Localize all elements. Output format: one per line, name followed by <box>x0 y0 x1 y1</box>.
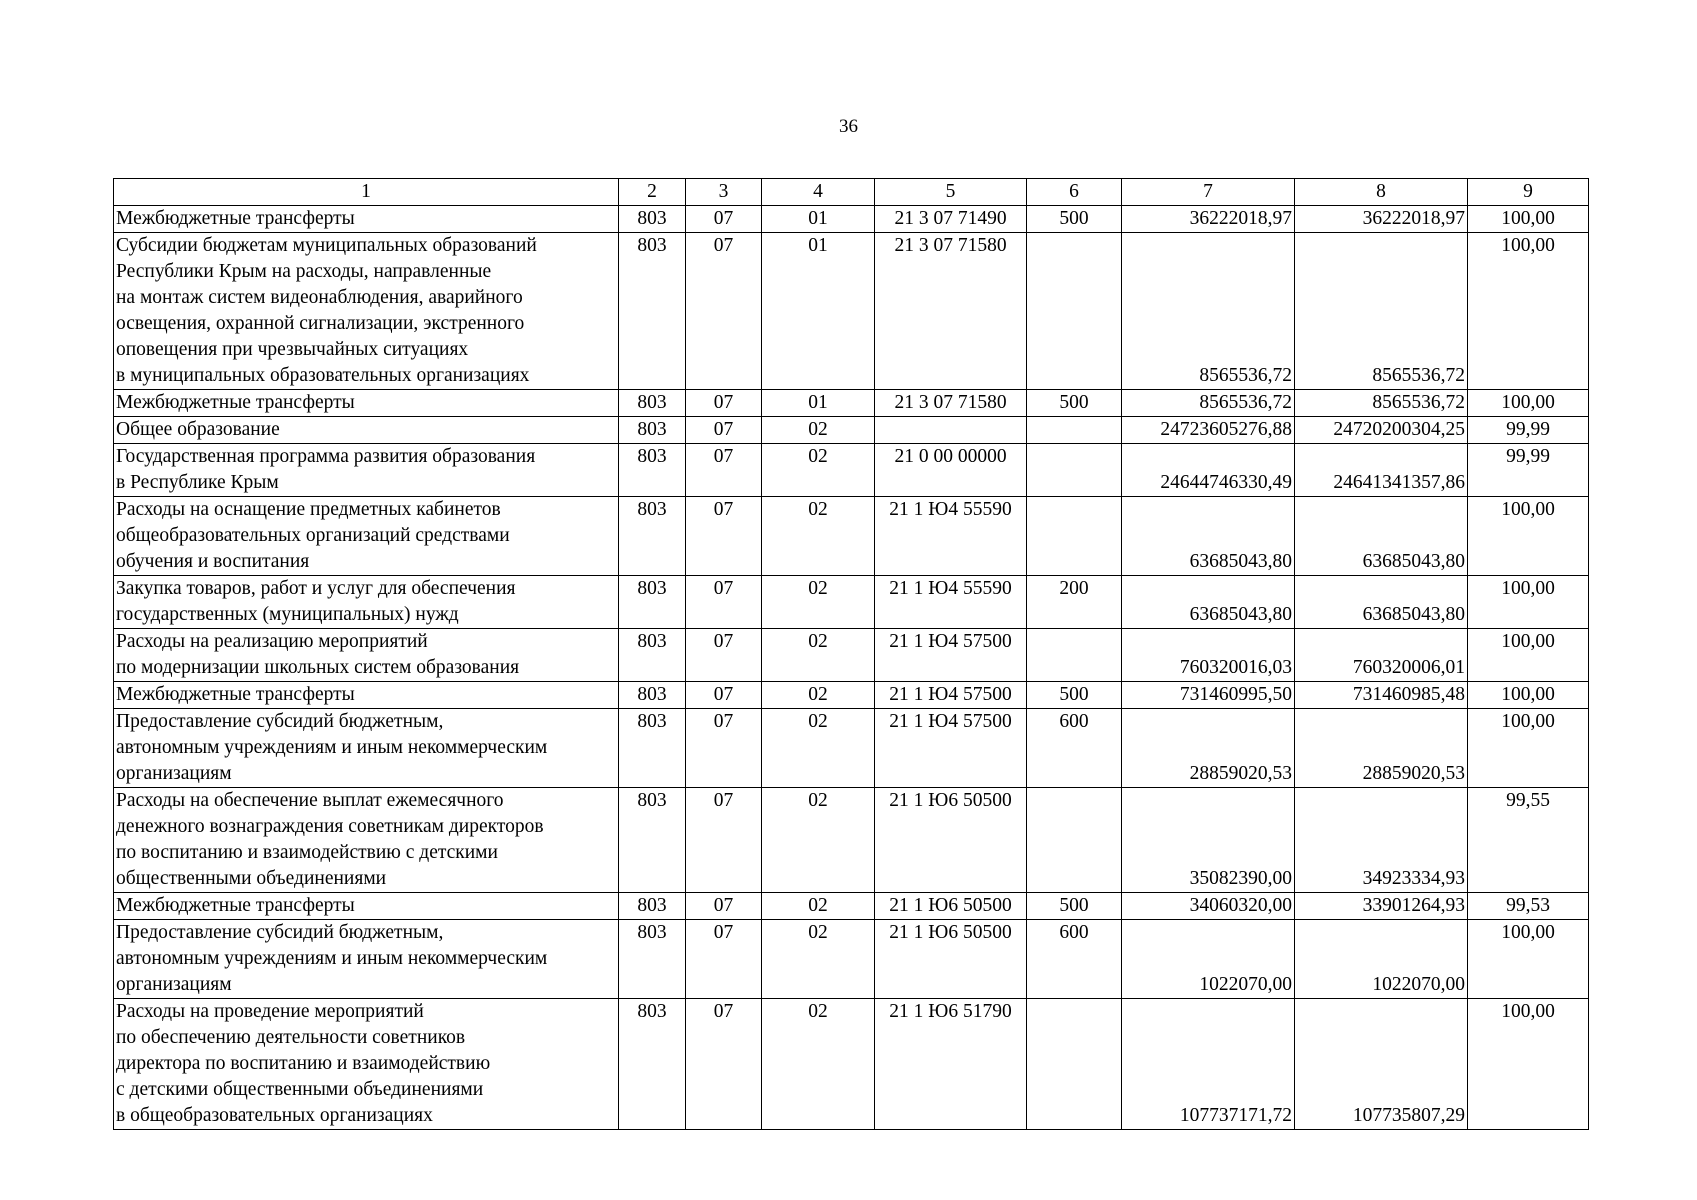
expense-type-cell <box>1027 444 1122 497</box>
ministry-code-cell: 803 <box>619 206 686 233</box>
executed-amount-cell: 8565536,72 <box>1295 233 1468 390</box>
ministry-code-cell: 803 <box>619 682 686 709</box>
description-cell <box>114 999 619 1130</box>
ministry-code-cell: 803 <box>619 999 686 1130</box>
execution-percent-cell: 100,00 <box>1468 206 1589 233</box>
execution-percent-cell: 99,99 <box>1468 417 1589 444</box>
description-line: организациям <box>116 974 232 995</box>
section-cell: 07 <box>686 576 762 629</box>
executed-amount-cell: 760320006,01 <box>1295 629 1468 682</box>
table-row <box>114 206 1589 233</box>
description-cell <box>114 788 619 893</box>
subsection-cell: 02 <box>762 629 875 682</box>
header-cell: 9 <box>1468 179 1589 206</box>
expense-type-cell: 200 <box>1027 576 1122 629</box>
executed-amount-cell: 24720200304,25 <box>1295 417 1468 444</box>
target-article-cell: 21 0 00 00000 <box>875 444 1027 497</box>
target-article-cell: 21 1 Ю4 55590 <box>875 576 1027 629</box>
expense-type-cell <box>1027 788 1122 893</box>
planned-amount-cell: 760320016,03 <box>1122 629 1295 682</box>
page-number: 36 <box>839 116 858 137</box>
execution-percent-cell: 99,99 <box>1468 444 1589 497</box>
table-row <box>114 629 1589 682</box>
target-article-cell: 21 3 07 71580 <box>875 390 1027 417</box>
ministry-code-cell: 803 <box>619 497 686 576</box>
expense-type-cell: 500 <box>1027 682 1122 709</box>
subsection-cell: 02 <box>762 417 875 444</box>
executed-amount-cell: 8565536,72 <box>1295 390 1468 417</box>
description-line: Межбюджетные трансферты <box>116 684 355 705</box>
planned-amount-cell: 107737171,72 <box>1122 999 1295 1130</box>
planned-amount-cell: 8565536,72 <box>1122 390 1295 417</box>
section-cell: 07 <box>686 390 762 417</box>
description-line: Республики Крым на расходы, направленные <box>116 261 492 282</box>
target-article-cell: 21 1 Ю6 50500 <box>875 893 1027 920</box>
subsection-cell: 02 <box>762 576 875 629</box>
description-line: автономным учреждениям и иным некоммерческим <box>116 948 548 969</box>
target-article-cell <box>875 417 1027 444</box>
description-cell <box>114 576 619 629</box>
expense-type-cell <box>1027 999 1122 1130</box>
expense-type-cell: 500 <box>1027 206 1122 233</box>
ministry-code-cell: 803 <box>619 629 686 682</box>
target-article-cell: 21 1 Ю6 50500 <box>875 920 1027 999</box>
planned-amount-cell: 63685043,80 <box>1122 576 1295 629</box>
description-line: Межбюджетные трансферты <box>116 392 355 413</box>
ministry-code-cell: 803 <box>619 444 686 497</box>
header-cell: 6 <box>1027 179 1122 206</box>
description-line: Расходы на оснащение предметных кабинетов <box>116 499 501 520</box>
description-cell <box>114 709 619 788</box>
description-line: Межбюджетные трансферты <box>116 895 355 916</box>
execution-percent-cell: 100,00 <box>1468 576 1589 629</box>
section-cell: 07 <box>686 788 762 893</box>
table-header-row <box>114 179 1589 206</box>
subsection-cell: 02 <box>762 682 875 709</box>
description-line: Предоставление субсидий бюджетным, <box>116 922 444 943</box>
table-row <box>114 390 1589 417</box>
planned-amount-cell: 24644746330,49 <box>1122 444 1295 497</box>
execution-percent-cell: 100,00 <box>1468 390 1589 417</box>
description-cell <box>114 390 619 417</box>
ministry-code-cell: 803 <box>619 920 686 999</box>
ministry-code-cell: 803 <box>619 788 686 893</box>
planned-amount-cell: 731460995,50 <box>1122 682 1295 709</box>
execution-percent-cell: 100,00 <box>1468 233 1589 390</box>
section-cell: 07 <box>686 497 762 576</box>
subsection-cell: 02 <box>762 788 875 893</box>
planned-amount-cell: 35082390,00 <box>1122 788 1295 893</box>
target-article-cell: 21 1 Ю4 57500 <box>875 629 1027 682</box>
planned-amount-cell: 63685043,80 <box>1122 497 1295 576</box>
description-line: организациям <box>116 763 232 784</box>
subsection-cell: 01 <box>762 233 875 390</box>
budget-table <box>113 178 1589 1130</box>
subsection-cell: 02 <box>762 709 875 788</box>
description-cell <box>114 417 619 444</box>
section-cell: 07 <box>686 682 762 709</box>
target-article-cell: 21 1 Ю4 55590 <box>875 497 1027 576</box>
executed-amount-cell: 28859020,53 <box>1295 709 1468 788</box>
description-line: по модернизации школьных систем образования <box>116 657 520 678</box>
subsection-cell: 01 <box>762 390 875 417</box>
header-cell: 7 <box>1122 179 1295 206</box>
description-line: директора по воспитанию и взаимодействию <box>116 1053 491 1074</box>
execution-percent-cell: 100,00 <box>1468 497 1589 576</box>
table-row <box>114 444 1589 497</box>
subsection-cell: 02 <box>762 999 875 1130</box>
planned-amount-cell: 24723605276,88 <box>1122 417 1295 444</box>
execution-percent-cell: 100,00 <box>1468 999 1589 1130</box>
executed-amount-cell: 33901264,93 <box>1295 893 1468 920</box>
description-line: оповещения при чрезвычайных ситуациях <box>116 339 469 360</box>
description-cell <box>114 920 619 999</box>
description-line: Общее образование <box>116 419 280 440</box>
expense-type-cell <box>1027 233 1122 390</box>
description-line: Расходы на реализацию мероприятий <box>116 631 428 652</box>
table-row <box>114 233 1589 390</box>
section-cell: 07 <box>686 999 762 1130</box>
table-row <box>114 788 1589 893</box>
description-cell <box>114 206 619 233</box>
ministry-code-cell: 803 <box>619 576 686 629</box>
target-article-cell: 21 1 Ю6 50500 <box>875 788 1027 893</box>
execution-percent-cell: 100,00 <box>1468 709 1589 788</box>
executed-amount-cell: 63685043,80 <box>1295 576 1468 629</box>
executed-amount-cell: 731460985,48 <box>1295 682 1468 709</box>
subsection-cell: 02 <box>762 893 875 920</box>
table-row <box>114 893 1589 920</box>
description-line: автономным учреждениям и иным некоммерческим <box>116 737 548 758</box>
description-line: по обеспечению деятельности советников <box>116 1027 466 1048</box>
table-row <box>114 417 1589 444</box>
section-cell: 07 <box>686 233 762 390</box>
section-cell: 07 <box>686 893 762 920</box>
ministry-code-cell: 803 <box>619 233 686 390</box>
description-cell <box>114 629 619 682</box>
description-line: по воспитанию и взаимодействию с детскими <box>116 842 498 863</box>
description-line: денежного вознаграждения советникам директоров <box>116 816 544 837</box>
execution-percent-cell: 99,55 <box>1468 788 1589 893</box>
section-cell: 07 <box>686 629 762 682</box>
execution-percent-cell: 100,00 <box>1468 682 1589 709</box>
expense-type-cell <box>1027 497 1122 576</box>
table-row <box>114 709 1589 788</box>
description-cell <box>114 444 619 497</box>
section-cell: 07 <box>686 417 762 444</box>
description-line: в муниципальных образовательных организациях <box>116 365 530 386</box>
executed-amount-cell: 36222018,97 <box>1295 206 1468 233</box>
header-cell: 8 <box>1295 179 1468 206</box>
table-row <box>114 682 1589 709</box>
description-line: Государственная программа развития образования <box>116 446 536 467</box>
subsection-cell: 01 <box>762 206 875 233</box>
table-row <box>114 999 1589 1130</box>
header-cell: 1 <box>114 179 619 206</box>
target-article-cell: 21 3 07 71490 <box>875 206 1027 233</box>
description-line: на монтаж систем видеонаблюдения, аварийного <box>116 287 523 308</box>
description-line: Предоставление субсидий бюджетным, <box>116 711 444 732</box>
header-cell: 2 <box>619 179 686 206</box>
execution-percent-cell: 99,53 <box>1468 893 1589 920</box>
description-line: Закупка товаров, работ и услуг для обеспечения <box>116 578 516 599</box>
planned-amount-cell: 34060320,00 <box>1122 893 1295 920</box>
ministry-code-cell: 803 <box>619 390 686 417</box>
header-cell: 4 <box>762 179 875 206</box>
description-line: с детскими общественными объединениями <box>116 1079 484 1100</box>
expense-type-cell: 600 <box>1027 709 1122 788</box>
expense-type-cell: 500 <box>1027 893 1122 920</box>
subsection-cell: 02 <box>762 920 875 999</box>
description-cell <box>114 233 619 390</box>
expense-type-cell: 500 <box>1027 390 1122 417</box>
description-line: общественными объединениями <box>116 868 387 889</box>
executed-amount-cell: 1022070,00 <box>1295 920 1468 999</box>
description-line: в Республике Крым <box>116 472 279 493</box>
section-cell: 07 <box>686 444 762 497</box>
description-line: в общеобразовательных организациях <box>116 1105 433 1126</box>
header-cell: 3 <box>686 179 762 206</box>
section-cell: 07 <box>686 709 762 788</box>
executed-amount-cell: 24641341357,86 <box>1295 444 1468 497</box>
table-row <box>114 497 1589 576</box>
planned-amount-cell: 1022070,00 <box>1122 920 1295 999</box>
description-cell <box>114 497 619 576</box>
planned-amount-cell: 8565536,72 <box>1122 233 1295 390</box>
planned-amount-cell: 36222018,97 <box>1122 206 1295 233</box>
section-cell: 07 <box>686 206 762 233</box>
table-row <box>114 920 1589 999</box>
target-article-cell: 21 1 Ю4 57500 <box>875 682 1027 709</box>
header-cell: 5 <box>875 179 1027 206</box>
description-line: Расходы на обеспечение выплат ежемесячного <box>116 790 504 811</box>
execution-percent-cell: 100,00 <box>1468 629 1589 682</box>
target-article-cell: 21 3 07 71580 <box>875 233 1027 390</box>
expense-type-cell: 600 <box>1027 920 1122 999</box>
table-row <box>114 576 1589 629</box>
description-cell <box>114 682 619 709</box>
subsection-cell: 02 <box>762 497 875 576</box>
description-line: государственных (муниципальных) нужд <box>116 604 459 625</box>
table-body <box>114 179 1589 1130</box>
executed-amount-cell: 63685043,80 <box>1295 497 1468 576</box>
description-line: освещения, охранной сигнализации, экстренного <box>116 313 525 334</box>
description-cell <box>114 893 619 920</box>
executed-amount-cell: 34923334,93 <box>1295 788 1468 893</box>
target-article-cell: 21 1 Ю6 51790 <box>875 999 1027 1130</box>
description-line: обучения и воспитания <box>116 551 310 572</box>
expense-type-cell <box>1027 629 1122 682</box>
description-line: Межбюджетные трансферты <box>116 208 355 229</box>
ministry-code-cell: 803 <box>619 417 686 444</box>
execution-percent-cell: 100,00 <box>1468 920 1589 999</box>
ministry-code-cell: 803 <box>619 893 686 920</box>
description-line: общеобразовательных организаций средствами <box>116 525 510 546</box>
section-cell: 07 <box>686 920 762 999</box>
executed-amount-cell: 107735807,29 <box>1295 999 1468 1130</box>
ministry-code-cell: 803 <box>619 709 686 788</box>
expense-type-cell <box>1027 417 1122 444</box>
subsection-cell: 02 <box>762 444 875 497</box>
target-article-cell: 21 1 Ю4 57500 <box>875 709 1027 788</box>
description-line: Субсидии бюджетам муниципальных образований <box>116 235 537 256</box>
planned-amount-cell: 28859020,53 <box>1122 709 1295 788</box>
description-line: Расходы на проведение мероприятий <box>116 1001 424 1022</box>
